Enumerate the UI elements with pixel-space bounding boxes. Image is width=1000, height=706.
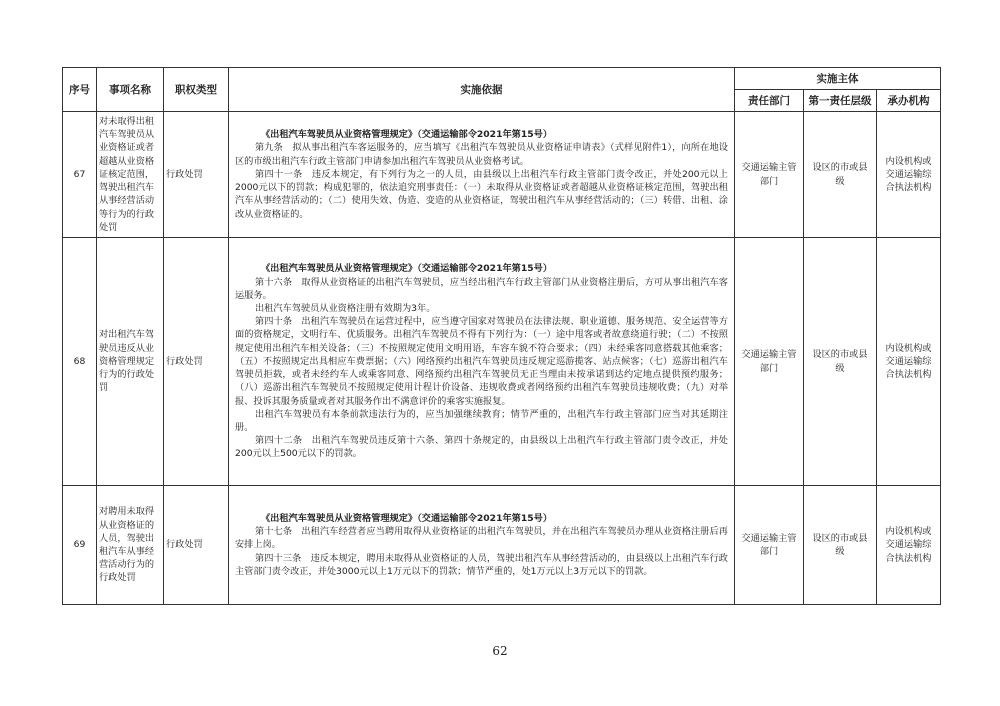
row-handling-org: 内设机构或交通运输综合执法机构 — [877, 486, 941, 605]
table-row — [63, 112, 941, 238]
row-first-level: 设区的市或县级 — [804, 486, 877, 605]
row-power-type: 行政处罚 — [164, 112, 229, 238]
basis-paragraph: 第四十条 出租汽车驾驶员在运营过程中，应当遵守国家对驾驶员在法律法规、职业道德、服务规范、安全运营等方面的资格规定，文明行车、优质服务。出租汽车驾驶员不得有下列行为：（一）途中甩客或者故意绕道行驶；（二）不按照规定使用出租汽车相关设备；（三）不按照规定使用文明用语，车容车貌不符合要求；（四）未经乘客同意搭载其他乘客；（五）不按照规定出具相应车费票据；（六）网络预约出租汽车驾驶员违反规定巡游揽客、站点候客；（七）巡游出租汽车驾驶员拒载，或者未经约车人或乘客同意、网络预约出租汽车驾驶员无正当理由未按承诺到达约定地点提供预约服务；（八）巡游出租汽车驾驶员不按照规定使用计程计价设备、违规收费或者网络预约出租汽车驾驶员违规收费；（九）对举报、投诉其服务质量或者对其服务作出不满意评价的乘客实施报复。 — [235, 316, 728, 407]
basis-paragraph: 第四十一条 违反本规定，有下列行为之一的人员，由县级以上出租汽车行政主管部门责令改正，并处200元以上2000元以下的罚款；构成犯罪的，依法追究刑事责任：（一）未取得从业资格证或者超越从业资格证核定范围，驾驶出租汽车从事经营活动的；（二）使用失效、伪造、变造的从业资格证，驾驶出租汽车从事经营活动的；（三）转借、出租、涂改从业资格证的。 — [235, 168, 728, 220]
row-item-name: 对未取得出租汽车驾驶员从业资格证或者超越从业资格证核定范围，驾驶出租汽车从事经营活动等行为的行政处罚 — [97, 112, 164, 238]
row-handling-org: 内设机构或交通运输综合执法机构 — [877, 238, 941, 486]
enforcement-table — [62, 67, 941, 605]
table-row — [63, 486, 941, 605]
page-number: 62 — [492, 644, 508, 658]
header-number: 序号 — [63, 68, 97, 112]
table-row — [63, 238, 941, 486]
law-title: 《出租汽车驾驶员从业资格管理规定》（交通运输部令2021年第15号） — [261, 129, 553, 141]
header-item-name: 事项名称 — [97, 68, 164, 112]
row-first-level: 设区的市或县级 — [804, 238, 877, 486]
law-title: 《出租汽车驾驶员从业资格管理规定》（交通运输部令2021年第15号） — [261, 512, 553, 524]
header-first-level: 第一责任层级 — [804, 90, 877, 112]
row-item-name: 对聘用未取得从业资格证的人员，驾驶出租汽车从事经营活动行为的行政处罚 — [97, 486, 164, 605]
row-number: 69 — [63, 486, 97, 605]
row-power-type: 行政处罚 — [164, 486, 229, 605]
header-responsible-dept: 责任部门 — [735, 90, 804, 112]
law-title: 《出租汽车驾驶员从业资格管理规定》（交通运输部令2021年第15号） — [261, 263, 553, 275]
row-basis — [229, 112, 735, 238]
row-responsible-dept: 交通运输主管部门 — [735, 238, 804, 486]
basis-paragraph: 第九条 拟从事出租汽车客运服务的，应当填写《出租汽车驾驶员从业资格证申请表》（式样见附件1），向所在地设区的市级出租汽车行政主管部门申请参加出租汽车驾驶员从业资格考试。 — [235, 142, 728, 167]
row-number: 67 — [63, 112, 97, 238]
basis-paragraph: 第十七条 出租汽车经营者应当聘用取得从业资格证的出租汽车驾驶员，并在出租汽车驾驶员办理从业资格注册后再安排上岗。 — [235, 526, 728, 551]
header-basis: 实施依据 — [229, 68, 735, 112]
basis-paragraph: 第十六条 取得从业资格证的出租汽车驾驶员，应当经出租汽车行政主管部门从业资格注册后，方可从事出租汽车客运服务。 — [235, 276, 728, 301]
row-basis — [229, 238, 735, 486]
row-responsible-dept: 交通运输主管部门 — [735, 112, 804, 238]
basis-paragraph: 出租汽车驾驶员从业资格注册有效期为3年。 — [255, 303, 436, 315]
header-subject-group: 实施主体 — [735, 68, 941, 90]
row-responsible-dept: 交通运输主管部门 — [735, 486, 804, 605]
row-basis — [229, 486, 735, 605]
row-handling-org: 内设机构或交通运输综合执法机构 — [877, 112, 941, 238]
basis-paragraph: 第四十二条 出租汽车驾驶员违反第十六条、第四十条规定的，由县级以上出租汽车行政主管部门责令改正，并处200元以上500元以下的罚款。 — [235, 435, 728, 460]
row-first-level: 设区的市或县级 — [804, 112, 877, 238]
row-power-type: 行政处罚 — [164, 238, 229, 486]
basis-paragraph: 出租汽车驾驶员有本条前款违法行为的，应当加强继续教育；情节严重的，出租汽车行政主管部门应当对其延期注册。 — [235, 408, 728, 433]
basis-paragraph: 第四十三条 违反本规定，聘用未取得从业资格证的人员，驾驶出租汽车从事经营活动的，由县级以上出租汽车行政主管部门责令改正，并处3000元以上1万元以下的罚款；情节严重的，处1万元以上3万元以下的罚款。 — [235, 552, 728, 577]
header-handling-org: 承办机构 — [877, 90, 941, 112]
header-power-type: 职权类型 — [164, 68, 229, 112]
row-number: 68 — [63, 238, 97, 486]
row-item-name: 对出租汽车驾驶员违反从业资格管理规定行为的行政处罚 — [97, 238, 164, 486]
